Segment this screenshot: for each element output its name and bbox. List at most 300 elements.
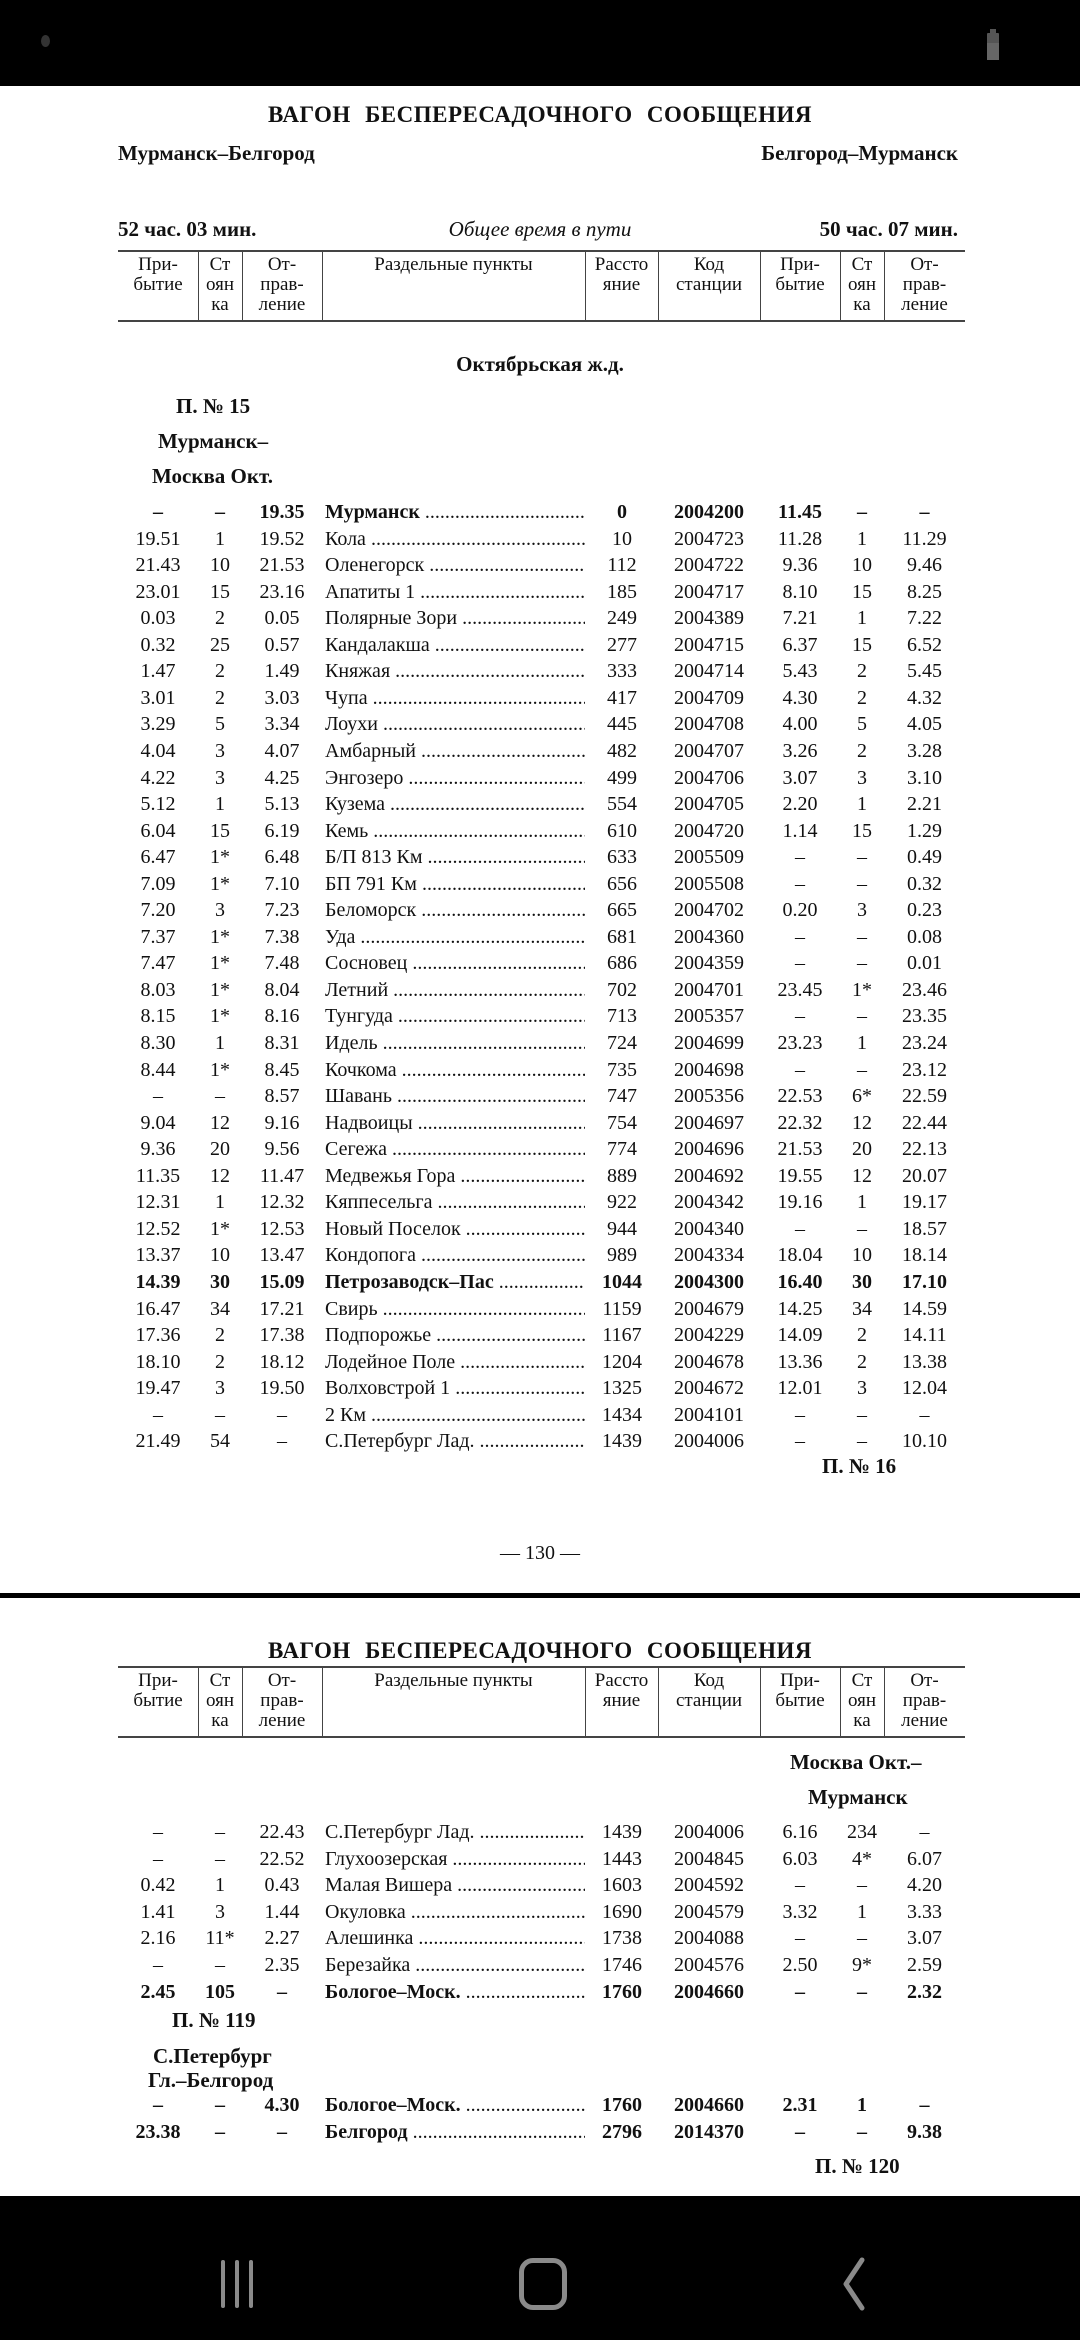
cell-dep: 4.07	[264, 739, 300, 762]
cell-code: 2004696	[674, 1138, 744, 1161]
cell-arr2: 3.26	[782, 739, 818, 762]
cell-dep: 15.09	[259, 1270, 305, 1293]
column-header-code: Код станции	[675, 1670, 743, 1711]
cell-name: Оленегорск .....	[325, 552, 585, 578]
cell-dist: 1690	[602, 1900, 642, 1923]
cell-arr2: 0.20	[782, 899, 818, 922]
cell-st: –	[215, 501, 225, 523]
cell-code: 2004006	[674, 1430, 744, 1453]
cell-dep: 12.32	[259, 1191, 305, 1214]
cell-arr: –	[153, 1403, 163, 1426]
cell-code: 2004699	[674, 1032, 744, 1054]
table-header	[118, 1666, 965, 1738]
train-number-right: П. № 120	[815, 2154, 900, 2178]
cell-name: Амбарный .....	[325, 738, 585, 764]
cell-dep2: 4.20	[907, 1874, 942, 1897]
cell-dist: 702	[607, 978, 637, 1001]
cell-dep: 8.04	[264, 978, 300, 1001]
cell-name: Петрозаводск–Пас .....	[325, 1269, 585, 1295]
table-row	[0, 1083, 1080, 1109]
cell-name: Подпорожье .....	[325, 1322, 585, 1348]
column-divider	[585, 252, 586, 320]
cell-dep: 7.23	[264, 899, 300, 922]
cell-st2: –	[857, 872, 867, 895]
cell-st: 1	[215, 793, 225, 816]
cell-st2: 10	[852, 554, 872, 577]
cell-st: 1*	[210, 978, 230, 1001]
cell-dep: 17.21	[259, 1297, 305, 1320]
cell-dep2: 12.04	[902, 1377, 947, 1400]
cell-dep: 18.12	[259, 1350, 305, 1373]
cell-name: Свирь .....	[325, 1296, 585, 1322]
cell-dep: 7.48	[264, 952, 300, 975]
cell-dep: 0.05	[264, 607, 300, 630]
cell-dep: –	[277, 1430, 287, 1453]
table-row	[0, 552, 1080, 578]
cell-arr: 7.37	[140, 925, 176, 948]
cell-dep: –	[277, 1980, 287, 2003]
cell-st: 2	[215, 660, 225, 683]
column-header-dep2: От- прав- ление	[901, 254, 948, 315]
cell-arr2: 6.03	[782, 1847, 818, 1870]
cell-arr2: 14.09	[777, 1324, 823, 1347]
table-row	[0, 818, 1080, 844]
cell-name: Лоухи .....	[325, 711, 585, 737]
cell-arr: 16.47	[135, 1297, 181, 1320]
cell-dep: 2.27	[264, 1927, 300, 1950]
train-route-right-2: Мурманск	[808, 1785, 908, 1809]
cell-dist: 1167	[602, 1324, 642, 1347]
total-time-right: 50 час. 07 мин.	[819, 217, 958, 241]
train-number-left: П. № 119	[172, 2008, 256, 2032]
train-route-left-2: Гл.–Белгород	[148, 2068, 274, 2092]
cell-st2: 1	[857, 2094, 867, 2116]
table-row	[0, 1136, 1080, 1162]
cell-dep2: 0.23	[907, 899, 942, 922]
cell-st: 1	[215, 1874, 225, 1897]
column-divider	[840, 1668, 841, 1736]
cell-st: 25	[210, 633, 230, 656]
cell-dist: 1443	[602, 1847, 642, 1870]
column-divider	[840, 252, 841, 320]
table-row	[0, 977, 1080, 1003]
cell-arr2: –	[795, 1874, 805, 1897]
document-page-131	[0, 1598, 1080, 2196]
column-divider	[322, 1668, 323, 1736]
cell-code: 2004660	[674, 2094, 744, 2116]
table-row	[0, 1110, 1080, 1136]
cell-dist: 724	[607, 1032, 637, 1054]
cell-code: 2004672	[674, 1377, 744, 1400]
cell-dist: 989	[607, 1244, 637, 1267]
cell-arr2: 23.23	[777, 1032, 823, 1054]
cell-st: 1*	[210, 872, 230, 895]
recents-button[interactable]	[183, 2196, 303, 2340]
cell-dep2: 22.59	[902, 1085, 947, 1108]
cell-st2: –	[857, 1927, 867, 1950]
cell-arr: 0.32	[140, 633, 176, 656]
cell-arr: 7.09	[140, 872, 176, 895]
cell-dep2: 23.12	[902, 1058, 947, 1081]
cell-name: Глухоозерская .....	[325, 1846, 585, 1872]
cell-dep2: 23.46	[902, 978, 947, 1001]
cell-st: –	[215, 1847, 225, 1870]
cell-st: 1*	[210, 1005, 230, 1028]
cell-code: 2004592	[674, 1874, 744, 1897]
cell-st: –	[215, 2094, 225, 2116]
table-row	[0, 1952, 1080, 1978]
cell-name: С.Петербург Лад. .....	[325, 1428, 585, 1454]
cell-dist: 665	[607, 899, 637, 922]
cell-code: 2004101	[674, 1403, 744, 1426]
cell-code: 2004723	[674, 527, 744, 550]
cell-arr: 21.49	[135, 1430, 181, 1453]
table-row	[0, 1163, 1080, 1189]
train-route-left-1: Мурманск–	[158, 429, 269, 453]
total-time-label: Общее время в пути	[448, 217, 632, 241]
cell-code: 2004692	[674, 1164, 744, 1187]
cell-name: Лодейное Поле .....	[325, 1349, 585, 1375]
cell-code: 2004708	[674, 713, 744, 736]
cell-st2: 15	[852, 633, 872, 656]
cell-code: 2004678	[674, 1350, 744, 1373]
back-chevron-icon	[790, 2196, 910, 2340]
cell-code: 2004701	[674, 978, 744, 1001]
cell-st2: 234	[847, 1821, 877, 1843]
cell-arr2: –	[795, 1005, 805, 1028]
cell-name: Кемь .....	[325, 818, 585, 844]
column-header-stop: Ст оян ка	[205, 254, 235, 315]
cell-st: 1*	[210, 1217, 230, 1240]
cell-dist: 417	[607, 686, 637, 709]
column-header-name: Раздельные пункты	[374, 1670, 533, 1691]
cell-dep: 13.47	[259, 1244, 305, 1267]
column-divider	[658, 252, 659, 320]
cell-dep2: 3.28	[907, 739, 942, 762]
cell-dep: 7.10	[264, 872, 300, 895]
cell-st2: 2	[857, 1324, 867, 1347]
cell-arr2: 13.36	[777, 1350, 823, 1373]
cell-name: Березайка .....	[325, 1952, 585, 1978]
cell-dist: 1434	[602, 1403, 642, 1426]
cell-code: 2004706	[674, 766, 744, 789]
cell-arr2: 18.04	[777, 1244, 823, 1267]
cell-code: 2014370	[674, 2121, 744, 2143]
cell-arr: –	[153, 1954, 163, 1976]
cell-st: 12	[210, 1111, 230, 1134]
cell-dep2: 11.29	[902, 527, 947, 550]
cell-code: 2004660	[674, 1980, 744, 2003]
cell-arr: 23.38	[135, 2121, 181, 2143]
cell-st2: 3	[857, 1377, 867, 1400]
table-row	[0, 526, 1080, 552]
cell-dist: 944	[607, 1217, 637, 1240]
train-number-left: П. № 15	[176, 394, 251, 418]
cell-dep: 2.35	[264, 1954, 300, 1976]
cell-arr2: 7.21	[782, 607, 818, 630]
cell-arr2: –	[795, 1927, 805, 1950]
table-row	[0, 1057, 1080, 1083]
cell-dep: 3.03	[264, 686, 300, 709]
cell-name: Полярные Зори .....	[325, 605, 585, 631]
cell-dep2: 10.10	[902, 1430, 947, 1453]
cell-name: Кузема .....	[325, 791, 585, 817]
cell-arr2: 4.00	[782, 713, 818, 736]
cell-arr: 8.03	[140, 978, 176, 1001]
table-row	[0, 1846, 1080, 1872]
cell-dist: 633	[607, 846, 637, 869]
cell-dep2: 3.10	[907, 766, 942, 789]
cell-name: Энгозеро .....	[325, 765, 585, 791]
cell-dep2: 2.32	[907, 1980, 942, 2003]
cell-arr: 23.01	[135, 580, 181, 603]
cell-dep2: –	[919, 501, 930, 523]
cell-arr: 2.45	[140, 1980, 176, 2003]
cell-code: 2004300	[674, 1270, 744, 1293]
cell-dep: 17.38	[259, 1324, 305, 1347]
table-row	[0, 844, 1080, 870]
cell-st: 34	[210, 1297, 230, 1320]
cell-arr2: 22.53	[777, 1085, 823, 1108]
cell-code: 2004697	[674, 1111, 744, 1134]
cell-code: 2004715	[674, 633, 744, 656]
route-left: Мурманск–Белгород	[118, 141, 315, 165]
cell-name: Беломорск .....	[325, 897, 585, 923]
cell-st2: 4*	[852, 1847, 872, 1870]
cell-arr: 4.22	[140, 766, 176, 789]
cell-st: –	[215, 1085, 225, 1108]
cell-arr: –	[153, 1821, 163, 1843]
cell-arr: 2.16	[140, 1927, 176, 1950]
table-row	[0, 1899, 1080, 1925]
cell-st: 2	[215, 1324, 225, 1347]
cell-code: 2004698	[674, 1058, 744, 1081]
cell-name: Алешинка .....	[325, 1925, 585, 1951]
cell-dep2: 14.59	[902, 1297, 947, 1320]
cell-arr2: 5.43	[782, 660, 818, 683]
cell-dep2: 4.05	[907, 713, 942, 736]
column-header-arr: При- бытие	[133, 254, 183, 295]
route-right: Белгород–Мурманск	[761, 141, 958, 165]
table-row	[0, 1375, 1080, 1401]
column-header-dep: От- прав- ление	[258, 1670, 306, 1731]
cell-arr2: –	[795, 872, 805, 895]
cell-arr: 3.29	[140, 713, 176, 736]
table-row	[0, 1925, 1080, 1951]
cell-arr: 9.04	[140, 1111, 176, 1134]
column-header-name: Раздельные пункты	[374, 254, 533, 275]
cell-dep: 4.30	[264, 2094, 300, 2116]
cell-arr2: –	[795, 1430, 805, 1453]
cell-dist: 656	[607, 872, 637, 895]
cell-code: 2004334	[674, 1244, 744, 1267]
cell-dep: 19.35	[259, 501, 305, 523]
table-row	[0, 1349, 1080, 1375]
cell-code: 2004006	[674, 1821, 744, 1843]
cell-st: 2	[215, 1350, 225, 1373]
table-row	[0, 765, 1080, 791]
column-header-dist: Рассто яние	[594, 254, 649, 295]
cell-dep2: 3.33	[907, 1900, 942, 1923]
cell-dep: 21.53	[259, 554, 305, 577]
train-route-left-1: С.Петербург	[153, 2044, 272, 2068]
cell-code: 2004229	[674, 1324, 744, 1347]
table-row	[0, 791, 1080, 817]
cell-dep: 9.56	[264, 1138, 300, 1161]
cell-st2: 12	[852, 1164, 872, 1187]
cell-dep2: 3.07	[907, 1927, 942, 1950]
cell-arr: –	[153, 2094, 163, 2116]
column-header-dep: От- прав- ление	[258, 254, 306, 315]
cell-name: Кондопога .....	[325, 1242, 585, 1268]
cell-st2: –	[857, 1874, 867, 1897]
cell-arr2: 3.07	[782, 766, 818, 789]
page-number: — 130 —	[500, 1542, 580, 1564]
cell-dist: 681	[607, 925, 637, 948]
cell-arr2: –	[795, 925, 805, 948]
status-bar	[0, 0, 1080, 86]
cell-dep2: 6.52	[907, 633, 942, 656]
cell-arr2: 11.28	[777, 527, 823, 550]
cell-st2: –	[857, 501, 867, 523]
cell-name: Мурманск .....	[325, 499, 585, 525]
column-divider	[760, 252, 761, 320]
cell-st2: 1	[857, 1900, 867, 1923]
cell-dep: 5.13	[264, 793, 300, 816]
cell-dep: 1.49	[264, 660, 300, 683]
cell-st: 10	[210, 1244, 230, 1267]
table-row	[0, 950, 1080, 976]
cell-st: 3	[215, 1900, 225, 1923]
cell-st: 1*	[210, 952, 230, 975]
cell-code: 2004200	[674, 501, 744, 523]
cell-arr: 14.39	[135, 1270, 181, 1293]
cell-dep2: 23.35	[902, 1005, 947, 1028]
battery-icon	[987, 29, 999, 60]
cell-name: Медвежья Гора .....	[325, 1163, 585, 1189]
cell-dist: 277	[607, 633, 637, 656]
cell-dist: 889	[607, 1164, 637, 1187]
cell-dep2: 1.29	[907, 819, 942, 842]
cell-dep: –	[277, 2121, 287, 2143]
table-header	[118, 250, 965, 322]
cell-dep2: –	[919, 1403, 930, 1426]
cell-name: Кяппесельга .....	[325, 1189, 585, 1215]
cell-st: 2	[215, 607, 225, 630]
cell-arr2: 2.31	[782, 2094, 818, 2116]
cell-st2: 2	[857, 686, 867, 709]
column-divider	[198, 1668, 199, 1736]
train-route-right-1: Москва Окт.–	[790, 1750, 922, 1774]
cell-dep: 9.16	[264, 1111, 300, 1134]
cell-dep: 6.19	[264, 819, 300, 842]
cell-st: 3	[215, 766, 225, 789]
table-row	[0, 1242, 1080, 1268]
cell-dist: 774	[607, 1138, 637, 1161]
cell-code: 2005509	[674, 846, 744, 869]
cell-name: Бологое–Моск. .....	[325, 1979, 585, 2005]
column-divider	[242, 1668, 243, 1736]
page-title: ВАГОН БЕСПЕРЕСАДОЧНОГО СООБЩЕНИЯ	[267, 1638, 813, 1663]
cell-dist: 482	[607, 739, 637, 762]
cell-arr2: 19.55	[777, 1164, 823, 1187]
cell-arr: 11.35	[135, 1164, 181, 1187]
cell-dep: 8.16	[264, 1005, 300, 1028]
table-row	[0, 658, 1080, 684]
cell-name: Идель .....	[325, 1030, 585, 1056]
cell-name: Окуловка .....	[325, 1899, 585, 1925]
cell-name: Белгород .....	[325, 2119, 585, 2145]
cell-code: 2005357	[674, 1005, 744, 1028]
cell-dep: 4.25	[264, 766, 300, 789]
cell-st2: 10	[852, 1244, 872, 1267]
cell-st2: –	[857, 846, 867, 869]
cell-st2: 15	[852, 580, 872, 603]
cell-arr: 1.47	[140, 660, 176, 683]
cell-st2: 5	[857, 713, 867, 736]
cell-arr: 7.47	[140, 952, 176, 975]
cell-arr: 21.43	[135, 554, 181, 577]
cell-dist: 1159	[602, 1297, 642, 1320]
cell-name: Волховстрой 1 .....	[325, 1375, 585, 1401]
cell-dep: 22.43	[259, 1821, 305, 1843]
cell-dist: 445	[607, 713, 637, 736]
cell-code: 2005508	[674, 872, 744, 895]
cell-dep2: 0.49	[907, 846, 942, 869]
cell-arr2: 19.16	[777, 1191, 823, 1214]
cell-st2: 1	[857, 607, 867, 630]
cell-code: 2004389	[674, 607, 744, 630]
cell-dep2: 6.07	[907, 1847, 942, 1870]
camera-dot-icon	[41, 35, 50, 47]
home-button[interactable]	[483, 2196, 603, 2340]
cell-name: Кола .....	[325, 526, 585, 552]
cell-name: Надвоицы .....	[325, 1110, 585, 1136]
table-row	[0, 711, 1080, 737]
cell-arr2: 1.14	[782, 819, 818, 842]
cell-code: 2004340	[674, 1217, 744, 1240]
cell-code: 2004705	[674, 793, 744, 816]
cell-st2: 15	[852, 819, 872, 842]
cell-st: 10	[210, 554, 230, 577]
cell-st: 15	[210, 819, 230, 842]
cell-name: С.Петербург Лад. .....	[325, 1819, 585, 1845]
cell-st: 20	[210, 1138, 230, 1161]
table-row	[0, 499, 1080, 525]
cell-arr: –	[153, 1085, 163, 1108]
table-row	[0, 632, 1080, 658]
cell-st: 1*	[210, 925, 230, 948]
cell-dep: 8.45	[264, 1058, 300, 1081]
cell-arr: 5.12	[140, 793, 176, 816]
cell-arr2: 9.36	[782, 554, 818, 577]
column-header-dist: Рассто яние	[594, 1670, 649, 1711]
cell-arr: 8.30	[140, 1032, 176, 1054]
table-row	[0, 1030, 1080, 1056]
cell-st2: –	[857, 1005, 867, 1028]
cell-dep: 19.52	[259, 527, 305, 550]
column-header-code: Код станции	[675, 254, 743, 295]
table-row	[0, 1216, 1080, 1242]
cell-name: 2 Км .....	[325, 1402, 585, 1428]
back-button[interactable]	[790, 2196, 910, 2340]
cell-name: Малая Вишера .....	[325, 1872, 585, 1898]
table-row	[0, 2092, 1080, 2118]
cell-dist: 0	[617, 501, 627, 523]
cell-arr: 8.44	[140, 1058, 176, 1081]
cell-dist: 249	[607, 607, 637, 630]
table-row	[0, 1296, 1080, 1322]
